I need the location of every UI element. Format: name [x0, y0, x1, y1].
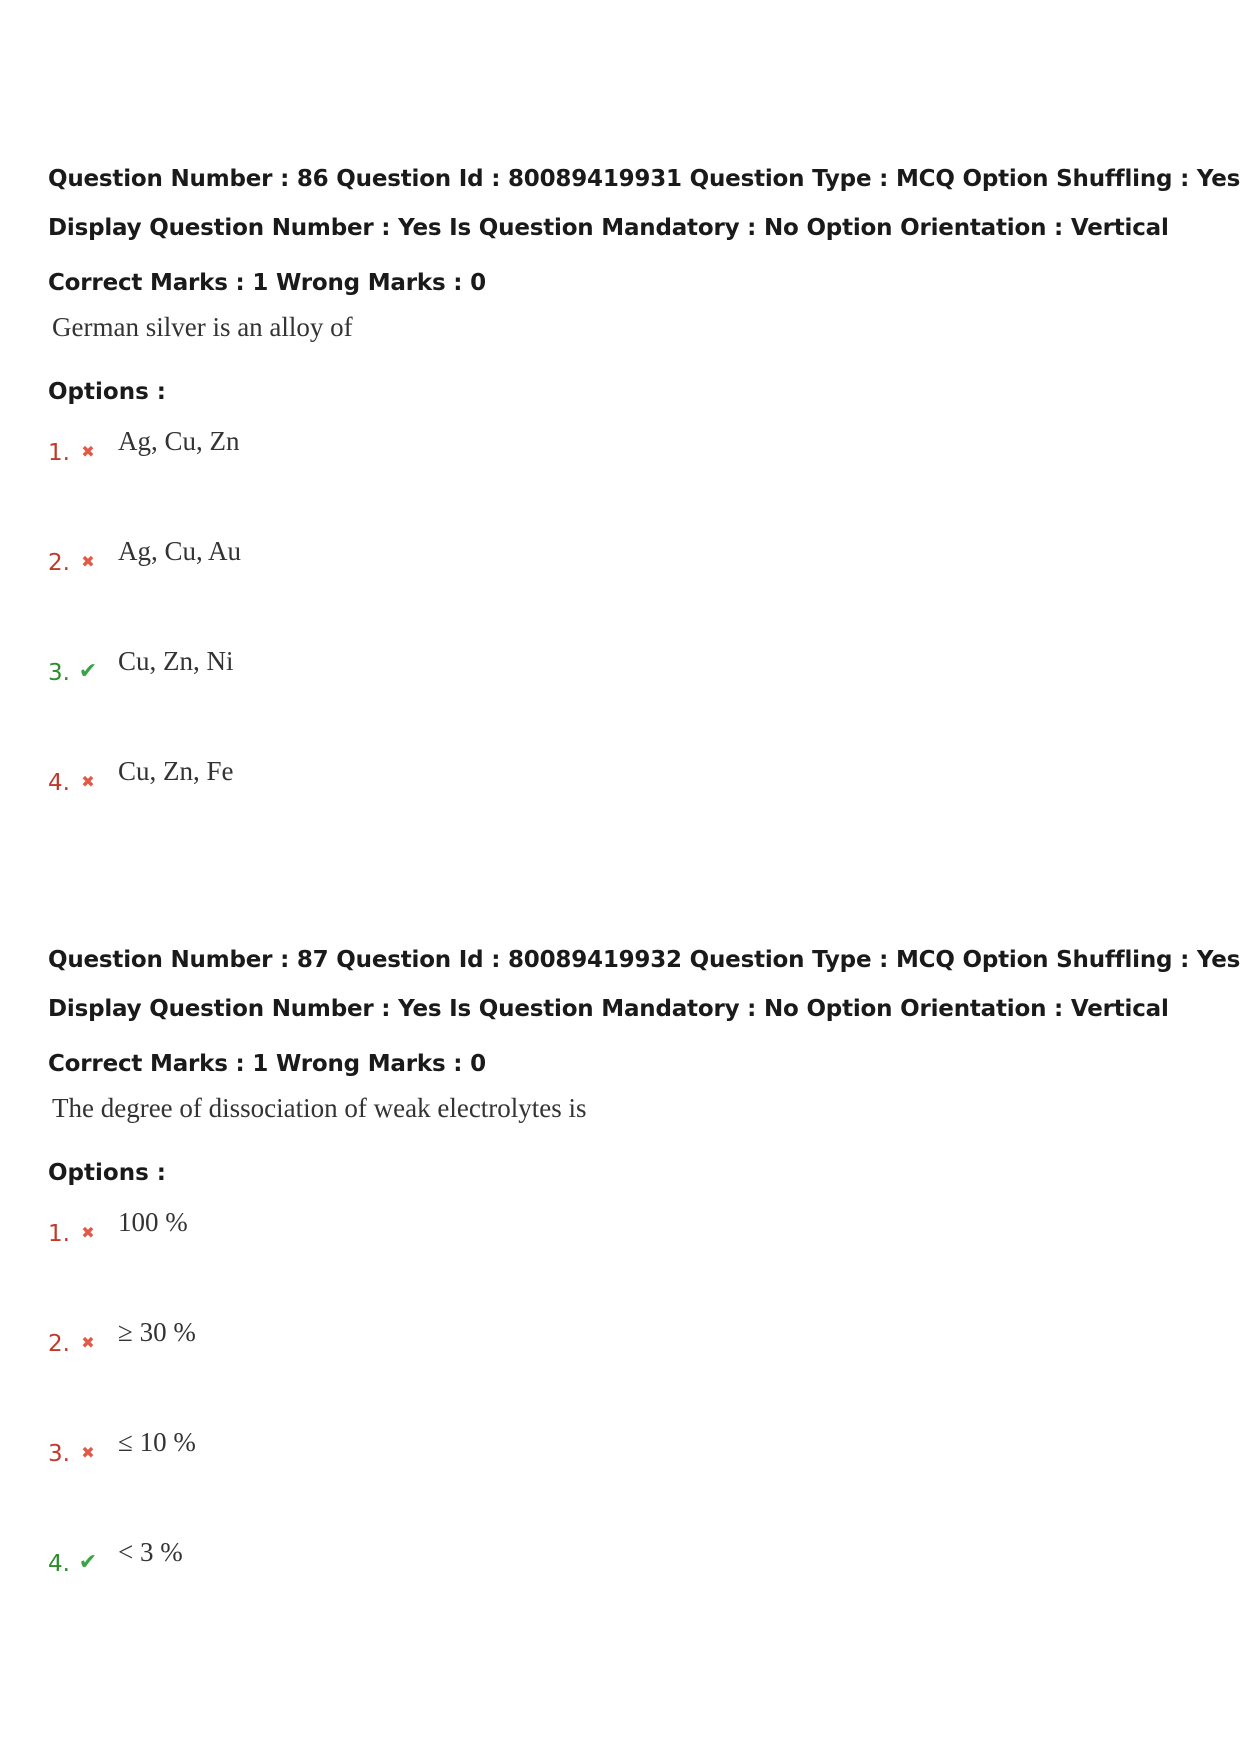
check-icon: ✔: [78, 1550, 98, 1575]
option-number: 3.: [48, 1441, 70, 1467]
options-label: Options :: [48, 1160, 166, 1186]
question-stem: German silver is an alloy of: [52, 312, 353, 342]
option-text: Ag, Cu, Zn: [118, 426, 240, 456]
option-item: [48, 645, 1198, 755]
cross-icon: ✖: [81, 772, 95, 791]
option-item: [48, 425, 1198, 535]
check-icon: ✔: [78, 659, 98, 684]
option-text: ≤ 10 %: [118, 1427, 196, 1457]
cross-icon: ✖: [81, 1443, 95, 1462]
option-text: ≥ 30 %: [118, 1317, 196, 1347]
marks-line: Correct Marks : 1 Wrong Marks : 0: [48, 1051, 486, 1077]
cross-icon: ✖: [81, 552, 95, 571]
marks-line: Correct Marks : 1 Wrong Marks : 0: [48, 270, 486, 296]
option-item: [48, 1426, 1198, 1536]
option-item: [48, 1316, 1198, 1426]
question-meta-line: Display Question Number : Yes Is Question Mandatory : No Option Orientation : Vertical: [48, 996, 1169, 1022]
option-number: 4.: [48, 770, 70, 796]
option-number: 1.: [48, 440, 70, 466]
option-number: 4.: [48, 1551, 70, 1577]
option-text: 100 %: [118, 1207, 188, 1237]
question-meta-line: Question Number : 86 Question Id : 80089419931 Question Type : MCQ Option Shuffling : Yes: [48, 166, 1240, 192]
options-list: [48, 1206, 1198, 1646]
option-item: [48, 535, 1198, 645]
option-number: 2.: [48, 550, 70, 576]
option-text: Cu, Zn, Ni: [118, 646, 234, 676]
question-meta-line: Display Question Number : Yes Is Question Mandatory : No Option Orientation : Vertical: [48, 215, 1169, 241]
cross-icon: ✖: [81, 1223, 95, 1242]
question-block: [48, 160, 1240, 865]
options-list: [48, 425, 1198, 865]
option-text: Ag, Cu, Au: [118, 536, 242, 566]
options-label: Options :: [48, 379, 166, 405]
cross-icon: ✖: [81, 442, 95, 461]
cross-icon: ✖: [81, 1333, 95, 1352]
option-text: < 3 %: [118, 1537, 183, 1567]
option-number: 1.: [48, 1221, 70, 1247]
question-meta-line: Question Number : 87 Question Id : 80089419932 Question Type : MCQ Option Shuffling : Yes: [48, 947, 1240, 973]
option-item: [48, 1536, 1198, 1646]
option-number: 3.: [48, 660, 70, 686]
option-text: Cu, Zn, Fe: [118, 756, 234, 786]
option-item: [48, 1206, 1198, 1316]
option-item: [48, 755, 1198, 865]
question-stem: The degree of dissociation of weak electrolytes is: [52, 1093, 587, 1123]
option-number: 2.: [48, 1331, 70, 1357]
question-block: [48, 941, 1240, 1646]
